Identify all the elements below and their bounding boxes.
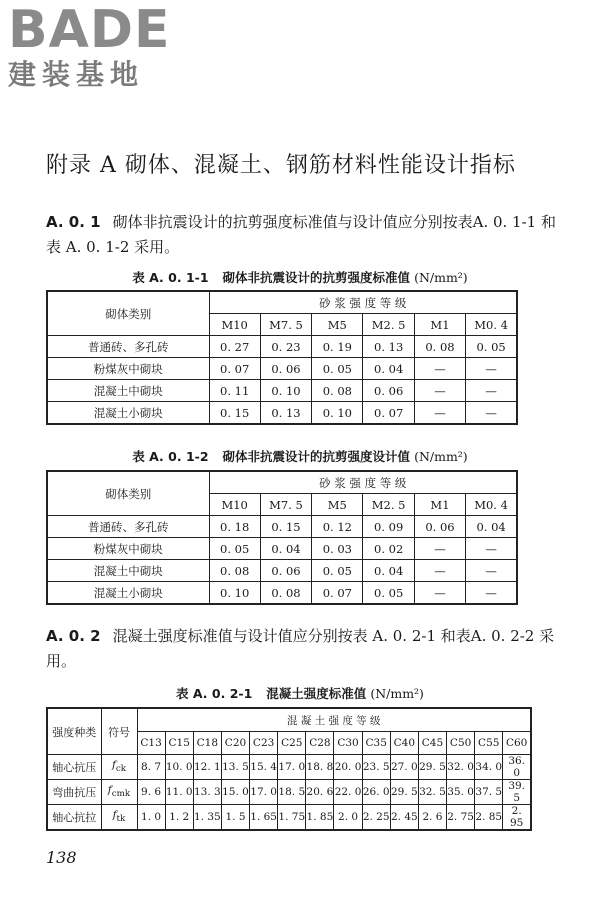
table-cell: 23. 5 [362, 755, 390, 780]
table2-col-header: M2. 5 [363, 494, 414, 516]
table-cell: 0. 09 [363, 516, 414, 538]
table3-col-header: C18 [193, 732, 221, 755]
section-a02-number: A. 0. 2 [46, 627, 101, 645]
table-row [47, 538, 517, 560]
symbol-subscript: tk [116, 814, 126, 825]
table3-row-header: 强度种类 [47, 708, 101, 755]
table3-col-header: C13 [137, 732, 165, 755]
table-cell: — [466, 358, 517, 380]
table-cell: 29. 5 [418, 755, 446, 780]
table1 [46, 290, 518, 425]
row-label: 轴心抗压 [47, 755, 101, 780]
table3-caption [0, 684, 600, 702]
table-cell: — [414, 582, 465, 605]
table-cell: 26. 0 [362, 780, 390, 805]
table-cell: 15. 0 [221, 780, 249, 805]
table-row [47, 805, 531, 831]
table-cell: 1. 35 [193, 805, 221, 831]
table2-col-header: M7. 5 [260, 494, 311, 516]
table1-title: 砌体非抗震设计的抗剪强度标准值 [222, 270, 411, 285]
table-cell: 27. 0 [390, 755, 418, 780]
table3-col-header: C60 [503, 732, 531, 755]
section-a02-text: 混凝土强度标准值与设计值应分别按表 A. 0. 2-1 和表A. 0. 2-2 采用。 [46, 627, 555, 670]
table1-col-header: M10 [209, 314, 260, 336]
table-cell: 2. 95 [503, 805, 531, 831]
table2-col-header: M10 [209, 494, 260, 516]
table-row [47, 336, 517, 358]
table-cell: 13. 5 [221, 755, 249, 780]
table2-col-header: M5 [312, 494, 363, 516]
table3-col-header: C50 [447, 732, 475, 755]
table-cell: 0. 19 [312, 336, 363, 358]
table-cell: 0. 10 [260, 380, 311, 402]
table-cell: 1. 85 [306, 805, 334, 831]
table3-group-header: 混 凝 土 强 度 等 级 [137, 708, 531, 732]
table-cell: 0. 08 [414, 336, 465, 358]
row-label: 普通砖、多孔砖 [47, 516, 209, 538]
table2-caption [0, 447, 600, 465]
table-cell: 2. 0 [334, 805, 362, 831]
table-cell: 0. 03 [312, 538, 363, 560]
table2-col-header: M0. 4 [466, 494, 517, 516]
table3-number: 表 A. 0. 2-1 [176, 686, 253, 701]
table-cell: 9. 6 [137, 780, 165, 805]
table-row [47, 755, 531, 780]
row-label: 粉煤灰中砌块 [47, 358, 209, 380]
table-row [47, 402, 517, 425]
table-cell: 35. 0 [447, 780, 475, 805]
table2-group-header: 砂 浆 强 度 等 级 [209, 471, 517, 494]
symbol-letter: f [107, 784, 112, 797]
table2-col-header: M1 [414, 494, 465, 516]
row-label: 混凝土小砌块 [47, 402, 209, 425]
table-cell: 1. 75 [278, 805, 306, 831]
table2-unit: (N/mm²) [414, 449, 468, 464]
table-cell: — [414, 538, 465, 560]
row-label: 混凝土中砌块 [47, 380, 209, 402]
section-a02 [46, 624, 561, 674]
table-cell: 0. 05 [312, 358, 363, 380]
table-cell: 0. 06 [363, 380, 414, 402]
symbol-letter: f [112, 809, 117, 822]
table-cell: 2. 6 [418, 805, 446, 831]
section-a01-text: 砌体非抗震设计的抗剪强度标准值与设计值应分别按表A. 0. 1-1 和表 A. 0. 1-2 采用。 [46, 213, 556, 256]
table3 [46, 707, 532, 831]
page-number: 138 [46, 848, 77, 867]
table1-caption [0, 268, 600, 286]
table3-col-header: C25 [278, 732, 306, 755]
table-cell: — [414, 380, 465, 402]
brand-logo [8, 0, 171, 91]
table3-title: 混凝土强度标准值 [266, 686, 367, 701]
table1-col-header: M0. 4 [466, 314, 517, 336]
table-cell: 0. 06 [260, 560, 311, 582]
table-cell: 0. 27 [209, 336, 260, 358]
row-label: 普通砖、多孔砖 [47, 336, 209, 358]
table-cell: 34. 0 [475, 755, 503, 780]
table-cell: 29. 5 [390, 780, 418, 805]
table-cell: 37. 5 [475, 780, 503, 805]
table3-col-header: C35 [362, 732, 390, 755]
table-cell: 1. 5 [221, 805, 249, 831]
table-cell: — [466, 538, 517, 560]
table1-col-header: M5 [312, 314, 363, 336]
table-cell: 0. 15 [209, 402, 260, 425]
table-cell: 0. 13 [363, 336, 414, 358]
row-label: 轴心抗拉 [47, 805, 101, 831]
table3-unit: (N/mm²) [370, 686, 424, 701]
section-a01 [46, 210, 561, 260]
table-cell: 8. 7 [137, 755, 165, 780]
symbol-cell [101, 780, 137, 805]
row-label: 弯曲抗压 [47, 780, 101, 805]
table-cell: 0. 10 [312, 402, 363, 425]
table-cell: 20. 6 [306, 780, 334, 805]
table2-title: 砌体非抗震设计的抗剪强度设计值 [222, 449, 411, 464]
table-cell: — [466, 380, 517, 402]
table3-col-header: C15 [165, 732, 193, 755]
table2-row-header: 砌体类别 [47, 471, 209, 516]
appendix-title: 附录 A 砌体、混凝土、钢筋材料性能设计指标 [46, 153, 516, 178]
table-cell: 2. 25 [362, 805, 390, 831]
table3-col-header: C30 [334, 732, 362, 755]
table-cell: 0. 13 [260, 402, 311, 425]
table-cell: 11. 0 [165, 780, 193, 805]
table-cell: 0. 10 [209, 582, 260, 605]
table-cell: 0. 04 [260, 538, 311, 560]
table-cell: 0. 06 [414, 516, 465, 538]
table-cell: 18. 8 [306, 755, 334, 780]
table-cell: 0. 05 [312, 560, 363, 582]
symbol-subscript: ck [115, 764, 127, 775]
table2 [46, 470, 518, 605]
table-row [47, 560, 517, 582]
table3-col-header: C40 [390, 732, 418, 755]
table-cell: 0. 06 [260, 358, 311, 380]
symbol-cell [101, 805, 137, 831]
table3-col-header: C28 [306, 732, 334, 755]
table-cell: 32. 0 [447, 755, 475, 780]
table1-unit: (N/mm²) [414, 270, 468, 285]
table3-col-header: C20 [221, 732, 249, 755]
table-cell: 0. 04 [466, 516, 517, 538]
table-cell: — [414, 358, 465, 380]
table-cell: 0. 04 [363, 358, 414, 380]
table-cell: 0. 05 [363, 582, 414, 605]
table-cell: 0. 15 [260, 516, 311, 538]
table-cell: 0. 02 [363, 538, 414, 560]
table-cell: — [466, 560, 517, 582]
table-cell: — [466, 582, 517, 605]
table3-col-header: C55 [475, 732, 503, 755]
table-cell: 15. 4 [250, 755, 278, 780]
table-cell: 13. 3 [193, 780, 221, 805]
table-cell: 0. 11 [209, 380, 260, 402]
table-cell: 20. 0 [334, 755, 362, 780]
table-row [47, 780, 531, 805]
table1-number: 表 A. 0. 1-1 [132, 270, 209, 285]
table-cell: 36. 0 [503, 755, 531, 780]
table3-col-header: C45 [418, 732, 446, 755]
table-cell: — [414, 560, 465, 582]
row-label: 混凝土中砌块 [47, 560, 209, 582]
symbol-cell [101, 755, 137, 780]
row-label: 混凝土小砌块 [47, 582, 209, 605]
table1-col-header: M2. 5 [363, 314, 414, 336]
symbol-subscript: cmk [111, 789, 131, 800]
table-cell: 0. 07 [363, 402, 414, 425]
table-cell: — [414, 402, 465, 425]
table-cell: 1. 2 [165, 805, 193, 831]
table3-col-header: C23 [250, 732, 278, 755]
row-label: 粉煤灰中砌块 [47, 538, 209, 560]
table-cell: 0. 12 [312, 516, 363, 538]
symbol-letter: f [111, 759, 116, 772]
table-cell: 12. 1 [193, 755, 221, 780]
table-cell: 2. 75 [447, 805, 475, 831]
table-row [47, 516, 517, 538]
table-row [47, 380, 517, 402]
table-cell: — [466, 402, 517, 425]
table1-group-header: 砂 浆 强 度 等 级 [209, 291, 517, 314]
table-cell: 1. 65 [250, 805, 278, 831]
table1-col-header: M7. 5 [260, 314, 311, 336]
table-cell: 0. 23 [260, 336, 311, 358]
table-row [47, 582, 517, 605]
table1-row-header: 砌体类别 [47, 291, 209, 336]
table-cell: 0. 08 [260, 582, 311, 605]
table-cell: 2. 85 [475, 805, 503, 831]
logo-subtitle: 建装基地 [8, 58, 145, 91]
table3-symbol-header: 符号 [101, 708, 137, 755]
table-cell: 0. 05 [466, 336, 517, 358]
section-a01-number: A. 0. 1 [46, 213, 101, 231]
table-cell: 17. 0 [278, 755, 306, 780]
table-cell: 0. 07 [312, 582, 363, 605]
table-cell: 0. 08 [312, 380, 363, 402]
logo-wordmark: BADE [8, 0, 171, 60]
table-cell: 18. 5 [278, 780, 306, 805]
table-cell: 0. 07 [209, 358, 260, 380]
table-cell: 17. 0 [250, 780, 278, 805]
table-cell: 10. 0 [165, 755, 193, 780]
table-cell: 1. 0 [137, 805, 165, 831]
table-row [47, 358, 517, 380]
table-cell: 22. 0 [334, 780, 362, 805]
table1-col-header: M1 [414, 314, 465, 336]
table-cell: 32. 5 [418, 780, 446, 805]
table2-number: 表 A. 0. 1-2 [132, 449, 209, 464]
table-cell: 0. 05 [209, 538, 260, 560]
table-cell: 0. 04 [363, 560, 414, 582]
table-cell: 0. 18 [209, 516, 260, 538]
table-cell: 39. 5 [503, 780, 531, 805]
table-cell: 2. 45 [390, 805, 418, 831]
table-cell: 0. 08 [209, 560, 260, 582]
